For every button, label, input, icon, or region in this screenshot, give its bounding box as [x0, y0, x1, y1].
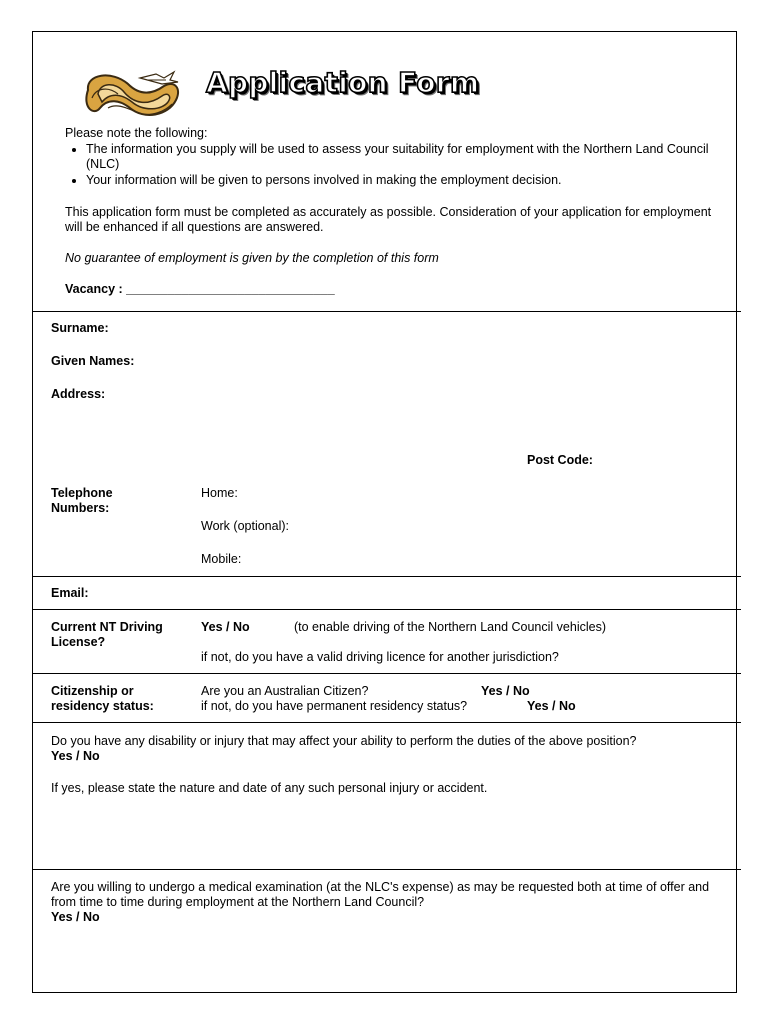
vacancy-field[interactable]: Vacancy : ______________________________: [65, 282, 335, 296]
license-label-line2: License?: [51, 635, 106, 649]
nlc-logo-icon: [78, 68, 186, 124]
instructions-paragraph: This application form must be completed as accurately as possible. Consideration of your application for employment will be enhanced if all questions are answered.: [65, 205, 712, 234]
license-answer[interactable]: Yes / No: [201, 620, 250, 634]
license-note: (to enable driving of the Northern Land Council vehicles): [294, 620, 606, 634]
residency-answer[interactable]: Yes / No: [527, 699, 576, 713]
section-divider: [32, 722, 741, 723]
citizenship-label: Citizenship or: [51, 684, 134, 698]
license-label: Current NT Driving: [51, 620, 163, 634]
medical-answer[interactable]: Yes / No: [51, 910, 100, 924]
telephone-label: Telephone: [51, 486, 113, 500]
citizen-question: Are you an Australian Citizen?: [201, 684, 369, 698]
email-label: Email:: [51, 586, 89, 600]
medical-question: Are you willing to undergo a medical examination (at the NLC's expense) as may be requested both at time of offer and from time to time during employment at the Northern Land Council?: [51, 880, 710, 909]
surname-label: Surname:: [51, 321, 109, 335]
disability-answer[interactable]: Yes / No: [51, 749, 100, 763]
home-phone-label: Home:: [201, 486, 238, 500]
disability-question: Do you have any disability or injury that may affect your ability to perform the duties of the above position?: [51, 734, 637, 748]
disclaimer-text: No guarantee of employment is given by the completion of this form: [65, 251, 439, 265]
section-divider: [32, 576, 741, 577]
address-label: Address:: [51, 387, 106, 401]
section-divider: [32, 311, 741, 312]
section-divider: [32, 673, 741, 674]
mobile-phone-label: Mobile:: [201, 552, 242, 566]
list-item: • The information you supply will be used to assess your suitability for employment with the Northern Land Council (NLC): [86, 142, 736, 172]
telephone-label-line2: Numbers:: [51, 501, 110, 515]
section-divider: [32, 869, 741, 870]
work-phone-label: Work (optional):: [201, 519, 289, 533]
residency-question: if not, do you have permanent residency status?: [201, 699, 468, 713]
disability-followup: If yes, please state the nature and date of any such personal injury or accident.: [51, 781, 488, 795]
given-names-label: Given Names:: [51, 354, 135, 368]
license-followup: if not, do you have a valid driving licence for another jurisdiction?: [201, 650, 559, 664]
section-divider: [32, 609, 741, 610]
citizen-answer[interactable]: Yes / No: [481, 684, 530, 698]
note-list: [62, 142, 736, 188]
post-code-label: Post Code:: [527, 453, 593, 467]
list-item: • Your information will be given to persons involved in making the employment decision.: [86, 173, 736, 188]
note-heading: Please note the following:: [65, 126, 208, 140]
page-title: Application Form: [206, 66, 480, 99]
citizenship-label-line2: residency status:: [51, 699, 154, 713]
